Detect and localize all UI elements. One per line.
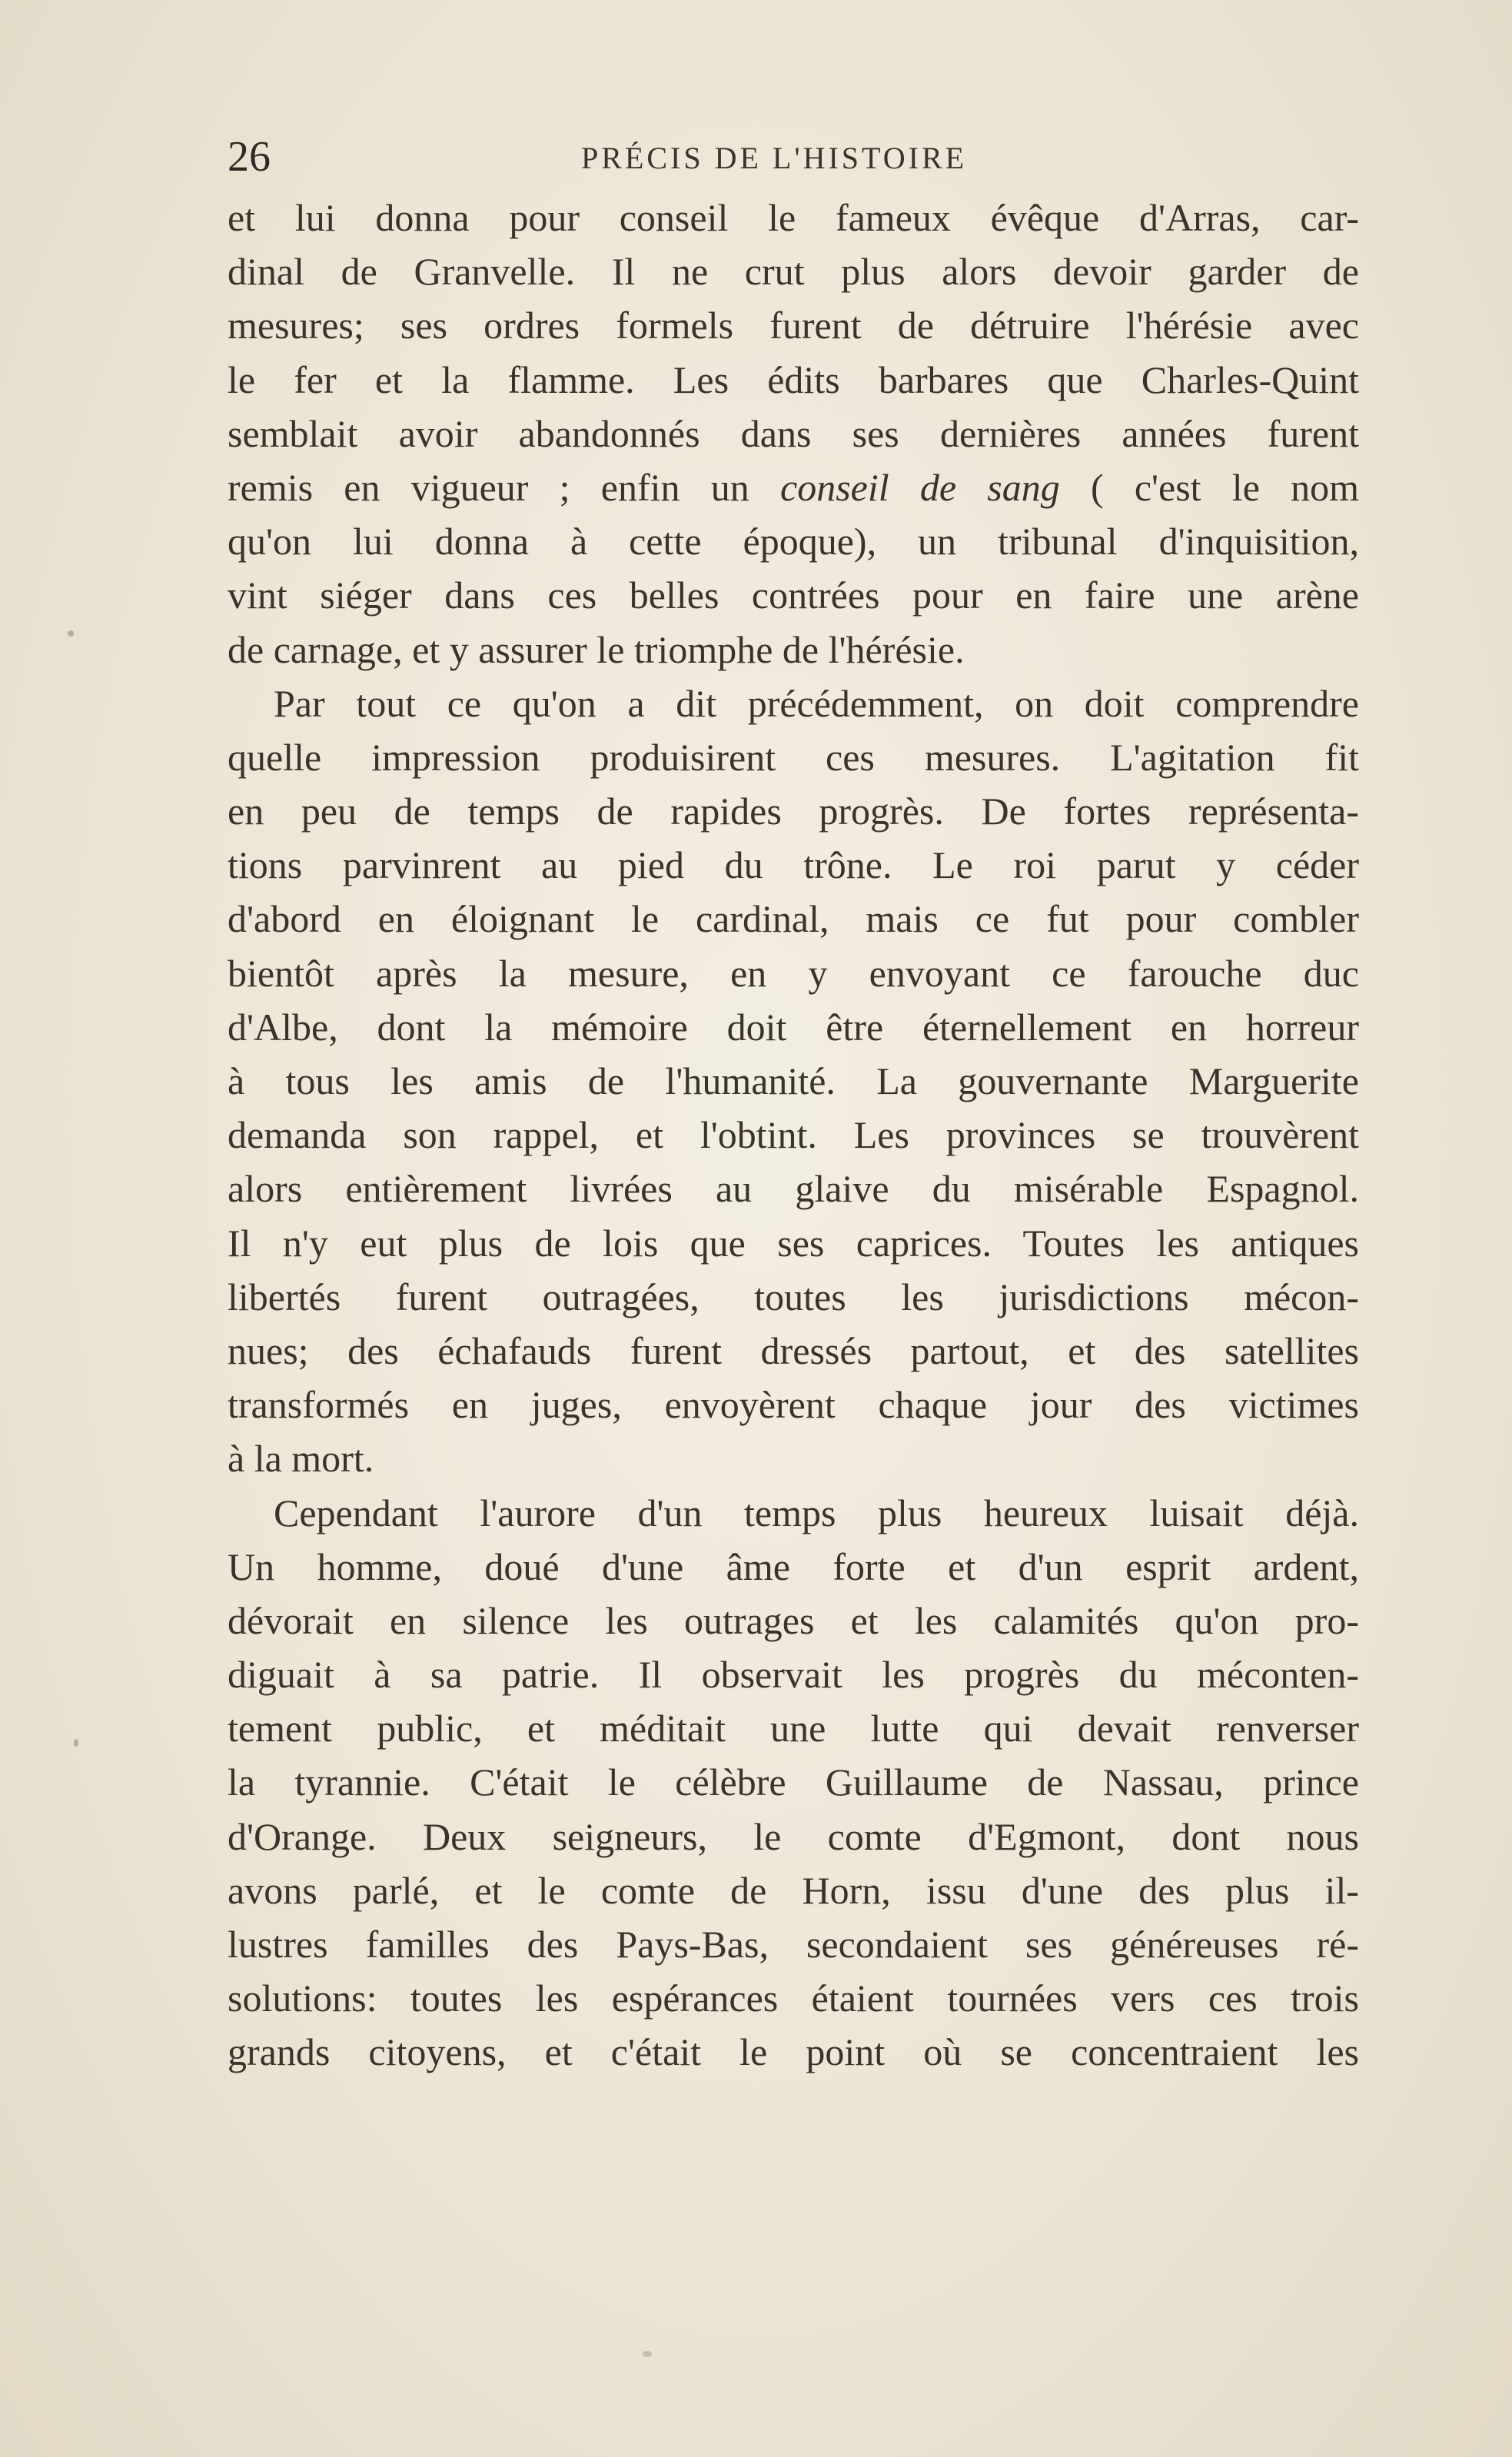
paper-speck <box>643 2351 652 2357</box>
text-line: nues; des échafauds furent dressés partout, et des satellites <box>228 1328 1359 1372</box>
text-line: Par tout ce qu'on a dit précédemment, on doit comprendre <box>274 681 1359 725</box>
text-line: diguait à sa patrie. Il observait les progrès du méconten- <box>228 1653 1359 1697</box>
text-line: d'Orange. Deux seigneurs, le comte d'Egmont, dont nous <box>228 1814 1359 1858</box>
text-line: dévorait en silence les outrages et les calamités qu'on pro- <box>228 1598 1359 1642</box>
text-line: solutions: toutes les espérances étaient tournées vers ces trois <box>228 1977 1359 2020</box>
text-line: Cependant l'aurore d'un temps plus heureux luisait déjà. <box>274 1491 1359 1534</box>
text-line: la tyrannie. C'était le célèbre Guillaume de Nassau, prince <box>228 1760 1359 1804</box>
text-line: avons parlé, et le comte de Horn, issu d'une des plus il- <box>228 1868 1359 1912</box>
paper-speck <box>74 1739 78 1747</box>
running-head <box>228 132 1365 181</box>
body-text <box>228 191 1359 2080</box>
text-line: tions parvinrent au pied du trône. Le roi parut y céder <box>228 843 1359 887</box>
text-line: tement public, et méditait une lutte qui devait renverser <box>228 1707 1359 1750</box>
text-line: Il n'y eut plus de lois que ses caprices. Toutes les antiques <box>228 1221 1359 1265</box>
text-line: lustres familles des Pays-Bas, secondaient ses généreuses ré- <box>228 1923 1359 1966</box>
text-line: demanda son rappel, et l'obtint. Les provinces se trouvèrent <box>228 1113 1359 1157</box>
text-line: alors entièrement livrées au glaive du misérable Espagnol. <box>228 1167 1359 1211</box>
text-line: quelle impression produisirent ces mesures. L'agitation fit <box>228 735 1359 779</box>
text-line: transformés en juges, envoyèrent chaque jour des victimes <box>228 1383 1359 1427</box>
text-line: de carnage, et y assurer le triomphe de l'hérésie. <box>228 627 965 671</box>
text-line: bientôt après la mesure, en y envoyant ce farouche duc <box>228 951 1359 995</box>
text-line: dinal de Granvelle. Il ne crut plus alors devoir garder de <box>228 250 1359 294</box>
text-line: vint siéger dans ces belles contrées pour en faire une arène <box>228 574 1359 617</box>
text-line: et lui donna pour conseil le fameux évêque d'Arras, car- <box>228 196 1359 239</box>
italic-phrase: conseil de sang <box>780 465 1060 509</box>
text-line: mesures; ses ordres formels furent de détruire l'hérésie avec <box>228 304 1359 347</box>
text-line: d'Albe, dont la mémoire doit être éternellement en horreur <box>228 1005 1359 1049</box>
text-line: Un homme, doué d'une âme forte et d'un esprit ardent, <box>228 1544 1359 1588</box>
paper-speck <box>68 630 74 637</box>
text-line: en peu de temps de rapides progrès. De fortes représenta- <box>228 790 1359 833</box>
page-number: 26 <box>228 133 271 181</box>
text-line: à la mort. <box>228 1437 374 1481</box>
text-line: d'abord en éloignant le cardinal, mais ce fut pour combler <box>228 897 1359 941</box>
text-line: libertés furent outragées, toutes les jurisdictions mécon- <box>228 1275 1359 1318</box>
text-line: grands citoyens, et c'était le point où se concentraient les <box>228 2030 1359 2074</box>
text-line: remis en vigueur ; enfin un conseil de sang ( c'est le nom <box>228 465 1360 509</box>
page-header: PRÉCIS DE L'HISTOIRE <box>581 141 968 175</box>
text-line: à tous les amis de l'humanité. La gouvernante Marguerite <box>228 1059 1359 1102</box>
text-line: le fer et la flamme. Les édits barbares que Charles-Quint <box>228 357 1359 401</box>
text-line: qu'on lui donna à cette époque), un tribunal d'inquisition, <box>228 520 1359 564</box>
text-line: semblait avoir abandonnés dans ses dernières années furent <box>228 411 1359 455</box>
